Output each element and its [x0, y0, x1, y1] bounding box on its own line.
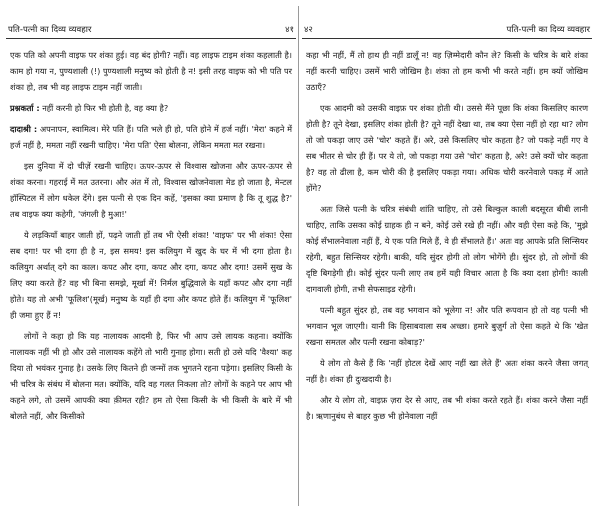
dadashri-label: दादाश्री : [10, 124, 38, 134]
right-paragraph: पत्नी बहुत सुंदर हो, तब वह भगवान को भूलेगा न! और पति रूपवान हो तो वह पत्नी भी भगवान भूल जाएगी। यानी कि हिसाबवाला सब अच्छा। हमारे बुज़ुर्ग तो ऐसा कहते थे कि 'खेत रखना समतल और पत्नी रखना कोबाड़?' [306, 305, 588, 347]
book-gutter [298, 6, 299, 506]
question-block [10, 100, 292, 116]
answer-text: अपनापन, स्वामित्व। मेरे पति हैं। पति भले ही हो, पति होने में हर्ज नहीं। 'मेरा' कहने में हर्ज नहीं है, ममता नहीं रखनी चाहिए। 'मेरा पति' ऐसा बोलना, लेकिन ममता मत रखना। [10, 124, 293, 150]
question-text: नहीं करनी हो फिर भी होती है, वह क्या है? [42, 103, 169, 113]
right-paragraph: एक आदमी को उसकी वाइफ़ पर शंका होती थी। उससे मैंने पूछा कि शंका किसलिए कारण होती है? तूने देखा, इसलिए शंका होती है? तूने नहीं देखा था, तब क्या ऐसा नहीं हो रहा था? लोग तो जो पकड़ा जाए उसे 'चोर' कहते हैं। अरे, उसे किसलिए चोर कहता है? जो पकड़े नहीं गए वे सब भीतर से चोर ही हैं। पर ये तो, जो पकड़ा गया उसे 'चोर' कहता है, अरे! उसे क्यों चोर कहता है? वह तो ढीला है, कम चोरी की है इसलिए पकड़ा गया। अधिक चोरी करनेवाले पकड़ में आते होंगे? [306, 103, 588, 193]
left-paragraph: एक पति को अपनी वाइफ पर शंका हुई। वह बंद होगी? नहीं। वह लाइफ टाइम शंका कहलाती है। काम हो गया न, पुण्यशाली (!) पुण्यशाली मनुष्य को होती है न! इसी तरह वाइफ को भी पति पर शंका हो, तब भी वह लाइफ टाइम नहीं जाती। [10, 50, 292, 92]
left-paragraph: ये लड़कियाँ बाहर जाती हों, पढ़ने जाती हों तब भी ऐसी शंका! 'वाइफ' पर भी शंका! ऐसा सब दगा! पर भी दगा ही है न, इस समय! इस कलियुग में खुद के घर में भी दगा होता है। कलियुग अर्थात् दगे का काल। कपट और दगा, कपट और दगा, कपट और दगा! उसमें सुख के लिए क्या करते हैं? वह भी बिना समझे, मूर्खा में! निर्मल बुद्धिवाले के यहाँ कपट और दगा नहीं होते। यह तो अभी 'फूलिश'(मूर्ख) मनुष्य के यहाँ ही दगा और कपट होते हैं। कलियुग में 'फूलिश' ही जमा हुए हैं न! [10, 230, 292, 320]
right-header-title: पति-पत्नी का दिव्य व्यवहार [506, 25, 590, 35]
right-page-number: ४२ [304, 25, 313, 35]
answer-block [10, 121, 292, 153]
left-header-title: पति-पत्नी का दिव्य व्यवहार [8, 25, 92, 35]
questioner-label: प्रश्नकर्ता : [10, 103, 40, 113]
left-page-header [6, 16, 296, 39]
right-paragraph: अतः जिसे पत्नी के चरित्र संबंधी शांति चाहिए, तो उसे बिल्कुल काली बदसूरत बीबी लानी चाहिए, ताकि उसका कोई ग्राहक ही न बने, कोई उसे रखे ही नहीं। और वही ऐसा कहे कि, 'मुझे कोई सँभालनेवाला नहीं हैं, ये एक पति मिले हैं, वे ही सँभालते हैं।' अतः वह आपके प्रति सिन्सियर रहेगी, बहुत सिन्सियर रहेगी। बाकी, यदि सुंदर होगी तो लोग भोगेंगे ही। सुंदर हो, तो लोगों की दृष्टि बिगड़ेगी ही। कोई सुंदर पत्नी लाए तब हमें यही विचार आता है कि क्या दशा होगी! काली दागवाली होगी, तभी सेफसाइड रहेगी। [306, 204, 588, 294]
left-page-number: ४१ [285, 25, 294, 35]
left-page [6, 0, 296, 510]
right-paragraph: कहा भी नहीं, मैं तो हाथ ही नहीं डालूँ न! वह ज़िम्मेदारी कौन ले? किसी के चरित्र के बारे शंका नहीं करनी चाहिए। उसमें भारी जोखिम है। शंका तो हम कभी भी करते नहीं। हम क्यों जोखिम उठाएँ? [306, 50, 588, 92]
right-paragraph: ये लोग तो कैसे हैं कि 'नहीं होटल देखें आए नहीं खा लेते हैं' अतः शंका करने जैसा जगत् नहीं है। शंका ही दुःखदायी है। [306, 358, 588, 384]
left-paragraph: लोगों ने कहा हो कि यह नालायक आदमी है, फिर भी आप उसे लायक कहना। क्योंकि नालायक नहीं भी हो और उसे नालायक कहेंगे तो भारी गुनाह होगा। सती हो उसे यदि 'वैश्या' कह दिया तो भयंकर गुनाह है। उसके लिए कितने ही जन्मों तक भुगतने रहना पड़ेगा। इसलिए किसी के भी चरित्र के संबंध में बोलना मत। क्योंकि, यदि वह गलत निकला तो? लोगों के कहने पर आप भी कहने लगे, तो उसमें आपकी क्या क़ीमत रही? हम तो ऐसा किसी के भी किसी के बारे में भी बोलते नहीं, और किसीको [10, 331, 292, 421]
right-paragraph: और ये लोग तो, वाइफ़ ज़रा देर से आए, तब भी शंका करते रहते हैं। शंका करने जैसा नहीं है। ऋणानुबंध से बाहर कुछ भी होनेवाला नहीं [306, 395, 588, 421]
right-page-body [302, 39, 592, 424]
left-page-body [6, 39, 296, 424]
right-page-header [302, 16, 592, 39]
left-paragraph: इस दुनिया में दो चीज़ें रखनी चाहिए। ऊपर-ऊपर से विश्वास खोजना और ऊपर-ऊपर से शंका करना। गहराई में मत उतरना। और अंत में तो, विश्वास खोजनेवाला मेड हो जाता है, मेन्टल हॉस्पिटल में लोग धकेल देंगे। इस पत्नी से एक दिन कहें, 'इसका क्या प्रमाण है कि तू शुद्ध है?' तब वाइफ क्या कहेगी, 'जंगली है मुआ!' [10, 161, 292, 219]
right-page [302, 0, 592, 510]
